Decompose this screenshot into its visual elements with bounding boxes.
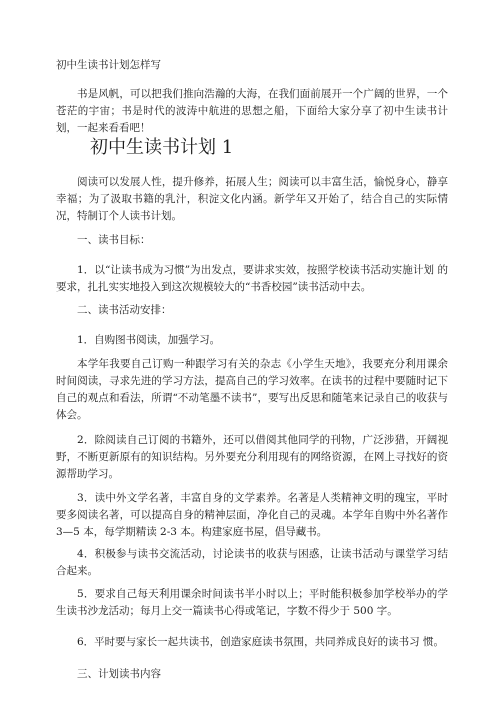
item6-paragraph: 6．平时要与家长一起共读书，创造家庭读书氛围，共同养成良好的读书习 惯。 — [77, 636, 445, 648]
item2-paragraph: 2．除阅读自己订阅的书籍外，还可以借阅其他同学的刊物，广泛涉猎，开阔视野，不断更新原有的知识结构。另外要充分利用现有的网络资源，在网上寻找好的资源帮助学习。 — [56, 434, 448, 480]
item1-title: 1．自购图书阅读，加强学习。 — [77, 334, 221, 346]
item4-paragraph: 4．积极参与读书交流活动，讨论读书的收获与困惑，让读书活动与课堂学习结合起来。 — [56, 548, 448, 577]
item1-body: 本学年我要自己订购一种跟学习有关的杂志《小学生天地》，我要充分利用课余时间阅读，寻求先进的学习方法，提高自己的学习效率。在读书的过程中要随时记下自己的观点和看法，所谓“不动笔墨不读书”，要写出反思和随笔来记录自己的收获与体会。 — [56, 358, 448, 421]
section1-title: 一、读书目标： — [77, 234, 151, 246]
opening-paragraph: 阅读可以发展人性，提升修养，拓展人生；阅读可以丰富生活，愉悦身心，静享幸福；为了汲取书籍的乳汁，积淀文化内涵。新学年又开始了，结合自己的实际情况，特制订个人读书计划。 — [56, 176, 448, 222]
item3-paragraph: 3．读中外文学名著，丰富自身的文学素养。名著是人类精神文明的瑰宝，平时要多阅读名著，可以提高自身的精神层面，净化自己的灵魂。本学年自购中外名著作 3—5 本，每学期精读 2-3 本。构建家庭书屋，倡导藏书。 — [56, 492, 448, 538]
goal-paragraph: 1．以“让读书成为习惯”为出发点，要讲求实效，按照学校读书活动实施计划 的要求，扎扎实实地投入到这次规模较大的“书香校园”读书活动中去。 — [56, 264, 448, 293]
intro-paragraph: 书是风帆，可以把我们推向浩瀚的大海，在我们面前展开一个广阔的世界，一个苍茫的宇宙；书是时代的波涛中航进的思想之船，下面给大家分享了初中生读书计划，一起来看看吧！ — [56, 88, 448, 134]
section3-title: 三、计划读书内容 — [77, 668, 161, 680]
section2-title: 二、读书活动安排： — [77, 304, 172, 316]
item5-paragraph: 5．要求自己每天利用课余时间读书半小时以上；平时能积极参加学校举办的学生读书沙龙活动；每月上交一篇读书心得或笔记，字数不得少于 500 字。 — [56, 588, 448, 617]
section-heading: 初中生读书计划 1 — [90, 137, 234, 158]
document-title: 初中生读书计划怎样写 — [56, 59, 161, 71]
